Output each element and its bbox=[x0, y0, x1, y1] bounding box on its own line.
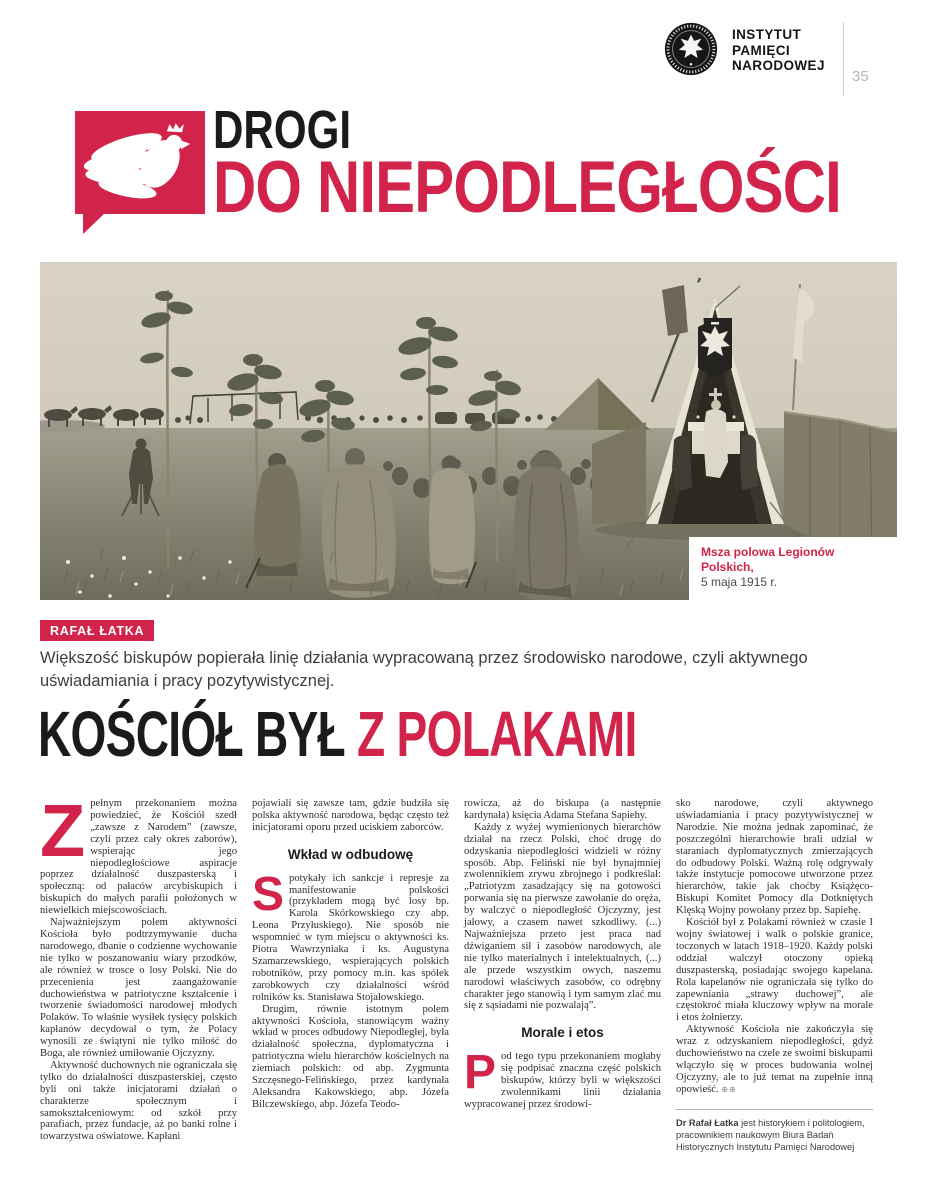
page-number: 35 bbox=[852, 68, 869, 85]
series-title: DO NIEPODLEGŁOŚCI bbox=[213, 147, 841, 228]
paragraph: Każdy z wyżej wymienionych hierarchów działał na rzecz Polski, choć drogę do odzyskania niepodległości widzieli w różny sposób. Abp. Feliński nie był bynajmniej zwolennikiem zrywu zbrojnego i podkreślał: „Patriotyzm zasadzający się na gotowości porwania się na pierwsze zawołanie do oręża, by walczyć o niepodległość Ojczyzny, jest jałowy, a czasem nawet szkodliwy. (...) Najważniejsza przeto jest praca nad dźwiganiem sił i zasobów narodowych, ale nie tylko materialnych i intelektualnych, (...) ale przede wszystkim owych, naszemu narodowi właściwych zasobów, co odrębny charakter jego stanowią i tym samym zlać mu się z sąsiadami nie pozwalają”. bbox=[464, 821, 661, 1012]
field-mass-photo bbox=[40, 262, 897, 600]
author-badge bbox=[40, 620, 154, 641]
ipn-name bbox=[732, 27, 825, 74]
column-4 bbox=[676, 798, 873, 1153]
title-black: KOŚCIÓŁ BYŁ bbox=[38, 698, 345, 770]
divider bbox=[843, 22, 844, 96]
bio-name: Dr Rafał Łatka bbox=[676, 1117, 739, 1128]
paragraph: sko narodowe, czyli aktywnego uświadamiania i pracy pozytywistycznej w Narodzie. Nie można jednak zapominać, że poszczególni hierarchowie brali udział w staraniach dyplomatycznych zmierzających do odbudowy Polski. Ważną rolę odgrywały także instytucje pomocowe utworzone przez hierarchów, takie jak choćby Książęco-Biskupi Komitet Pomocy dla Dotkniętych Klęską Wojny powołany przez bp. Sapiehę. bbox=[676, 798, 873, 917]
subhead-wklad: Wkład w odbudowę bbox=[287, 846, 414, 862]
series-kicker: DROGI bbox=[213, 100, 352, 160]
paragraph: Aktywność Kościoła nie zakończyła się wraz z odzyskaniem niepodległości, gdyż duchowieństwo na czele ze swoimi biskupami włączyło się w proces budowania wolnej Ojczyzny, ale to już temat na zupełnie inną opowieść. ⊕⊕ bbox=[676, 1024, 873, 1095]
article-title bbox=[38, 698, 637, 770]
ipn-name-line: PAMIĘCI bbox=[732, 42, 791, 58]
bio-text: jest historykiem i politologiem, pracownikiem naukowym Biura Badań Historycznych Instytutu Pamięci Narodowej bbox=[676, 1117, 865, 1152]
column-1 bbox=[40, 789, 237, 1153]
paragraph: pojawiali się zawsze tam, gdzie budziła się polska aktywność narodowa, będąc często też inicjatorami oporu przed uciskiem zaborców. bbox=[252, 798, 449, 833]
masthead bbox=[0, 0, 935, 110]
column-2 bbox=[252, 798, 449, 1153]
author-bio bbox=[676, 1109, 873, 1153]
ipn-name-line: INSTYTUT bbox=[732, 27, 802, 42]
photo-caption bbox=[689, 537, 897, 600]
eagle-banner bbox=[698, 318, 732, 378]
eagle-emblem bbox=[79, 117, 201, 211]
subhead-morale: Morale i etos bbox=[521, 1025, 604, 1041]
caption-title: Msza polowa Legionów Polskich, bbox=[701, 545, 835, 574]
drop-cap: P bbox=[464, 1046, 497, 1100]
paragraph: Najważniejszym polem aktywności Kościoła było podtrzymywanie ducha narodowego, dbanie o codzienne wychowanie nie tylko w poszanowaniu wiary przodków, ale również w trosce o losy Polski. Nie do przecenienia jest zaangażowanie duchowieństwa w patriotyczne kształcenie i tworzenie świadomości narodowej młodych Polaków. To właśnie wysiłek tysięcy polskich kapłanów decydował o tym, że Polacy wynosili ze świątyni nie tylko miłość do Boga, ale również umiłowanie Ojczyzny. bbox=[40, 917, 237, 1060]
article-body bbox=[40, 789, 873, 1153]
paragraph: Kościół był z Polakami również w czasie I wojny światowej i walk o polskie granice, toczonych w latach 1918–1920. Każdy polski oddział walczył otoczony opieką duszpasterską, posiadając swojego kapelana. Rola kapelanów nie ograniczała się tylko do zapewniania „strawy duchowej”, ale częstokroć miała kluczowy wpływ na morale i etos żołnierzy. bbox=[676, 917, 873, 1024]
drop-cap: Z bbox=[40, 789, 86, 872]
eagle-icon bbox=[83, 123, 190, 202]
paragraph: Zpełnym przekonaniem można powiedzieć, że Kościół szedł „zawsze z Narodem” (zawsze, czyli przez cały okres zaborów), wspierając jego niepodległościowe aspiracje poprzez działalność duszpasterską i społeczną: od pałaców arcybiskupich i biskupich do małych parafii położonych w niewielkich miejscowościach. bbox=[40, 789, 237, 917]
ipn-seal-logo bbox=[664, 22, 718, 76]
lead-paragraph: Większość biskupów popierała linię działania wypracowaną przez środowisko narodowe, czyli aktywnego uświadamiania i pracy pozytywistycznej. bbox=[40, 649, 808, 690]
paragraph: Drugim, równie istotnym polem aktywności Kościoła, stanowiącym ważny wkład w proces odbudowy Niepodległej, była działalność społeczna, dyplomatyczna i patriotyczna wielu hierarchów kościelnych na ziemiach polskich: od abp. Zygmunta Szczęsnego-Felińskiego, przez kardynała Aleksandra Kakowskiego, abp. Józefa Bilczewskiego, abp. Józefa Teodo- bbox=[252, 1003, 449, 1110]
paragraph: rowicza, aż do biskupa (a następnie kardynała) księcia Adama Stefana Sapiehy. bbox=[464, 798, 661, 821]
caption-date: 5 maja 1915 r. bbox=[701, 575, 778, 589]
end-mark: ⊕⊕ bbox=[721, 1084, 737, 1094]
paragraph: Pod tego typu przekonaniem mogłaby się podpisać znaczna część polskich biskupów, którzy byli w większości zwolennikami linii działania wypracowanej przez środowi- bbox=[464, 1046, 661, 1110]
column-3 bbox=[464, 798, 661, 1153]
title-red: Z POLAKAMI bbox=[357, 698, 637, 770]
priest-figure bbox=[703, 409, 728, 478]
drop-cap: S bbox=[252, 867, 285, 921]
author-name: RAFAŁ ŁATKA bbox=[50, 624, 145, 638]
paragraph: Aktywność duchownych nie ograniczała się tylko do działalności duszpasterskiej, często byli oni także inicjatorami działań o charakterze społecznym i samokształceniowym: od szkół przy parafiach, przez fundacje, aż po banki rolne i towarzystwa oświatowe. Kapłani bbox=[40, 1059, 237, 1143]
series-badge bbox=[75, 111, 205, 214]
ipn-name-line: NARODOWEJ bbox=[732, 58, 825, 73]
paragraph: Spotykały ich sankcje i represje za manifestowanie polskości (przykładem mogą być losy bp. Karola Skórkowskiego czy abp. Leona Przyłuskiego). Nie sposób nie wspomnieć w tym miejscu o aktywności ks. Piotra Wawrzyniaka i ks. Augustyna Szamarzewskiego, wspierających polskich robotników, przy pomocy m.in. kas spółek zarobkowych czy działalności wśród rolników ks. Stanisława Stojałowskiego. bbox=[252, 867, 449, 1003]
